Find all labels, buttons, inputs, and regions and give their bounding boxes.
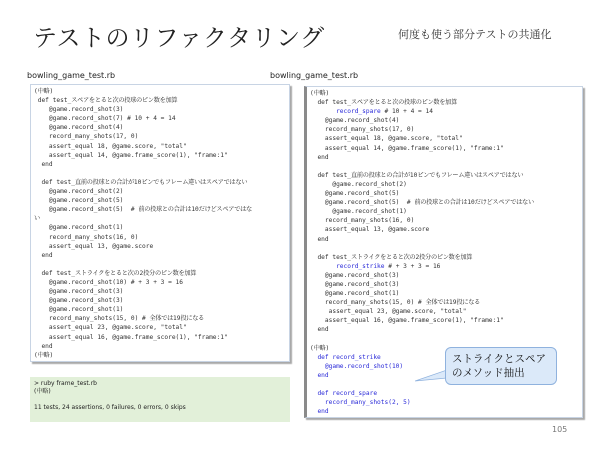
console-line: (中略) <box>34 388 51 395</box>
code-line: @game.record_shot(4) <box>34 124 124 132</box>
code-line: (中略) <box>34 351 54 359</box>
code-line: assert_equal 14, @game.frame_score(1), "frame:1" <box>310 144 504 152</box>
code-line: end <box>310 153 329 161</box>
code-line: end <box>34 160 53 168</box>
code-line: @game.record_shot(7) # 10 + 4 = 14 <box>34 115 176 123</box>
code-line: @game.record_shot(5) <box>310 190 400 198</box>
code-line: @game.record_shot(5) # 前の投球との合計は10だけどスペアではない <box>310 199 534 207</box>
code-line: @game.record_shot(1) <box>310 290 400 298</box>
code-line: assert_equal 18, @game.score, "total" <box>310 135 463 143</box>
code-line: @game.record_shot(1) <box>34 306 124 314</box>
code-line: assert_equal 14, @game.frame_score(1), "frame:1" <box>34 151 228 159</box>
code-line: @game.record_shot(3) <box>310 271 400 279</box>
callout-bubble <box>445 347 557 385</box>
code-line: assert_equal 16, @game.frame_score(1), "frame:1" <box>310 317 504 325</box>
code-line: record_many_shots(2, 5) <box>310 399 411 407</box>
code-line: def record_spare <box>310 390 378 398</box>
code-line: record_many_shots(16, 0) <box>34 233 139 241</box>
code-line: @game.record_shot(3) <box>34 288 124 296</box>
code-line: @game.record_shot(4) <box>310 117 400 125</box>
left-code-box <box>30 84 290 362</box>
code-line <box>310 244 579 253</box>
code-line: record_spare # 10 + 4 = 14 <box>310 108 433 116</box>
slide-title: テストのリファクタリング <box>33 24 325 52</box>
code-line: def test_直前の投球との合計が10ピンでもフレーム違いはスペアではない <box>310 171 524 179</box>
code-line: @game.record_shot(2) <box>34 188 124 196</box>
code-line: assert_equal 23, @game.score, "total" <box>34 324 187 332</box>
code-line: assert_equal 16, @game.frame_score(1), "frame:1" <box>34 333 228 341</box>
code-line: @game.record_shot(1) <box>310 208 407 216</box>
code-line <box>310 335 579 344</box>
code-line: end <box>310 408 329 416</box>
callout-line-1: ストライクとスペア <box>452 353 546 365</box>
code-line: record_many_shots(15, 0) # 全体では19投になる <box>34 315 205 323</box>
callout-tail-icon <box>415 368 447 382</box>
slide-subtitle: 何度も使う部分テストの共通化 <box>398 28 552 41</box>
left-filename: bowling_game_test.rb <box>27 71 116 80</box>
code-line: record_many_shots(17, 0) <box>310 126 415 134</box>
code-line: record_many_shots(15, 0) # 全体では19投になる <box>310 299 481 307</box>
code-line: @game.record_shot(3) <box>34 106 124 114</box>
console-output <box>30 377 290 422</box>
code-line: assert_equal 18, @game.score, "total" <box>34 142 187 150</box>
code-line: @game.record_shot(5) # 前の投球との合計は10だけどスペアではな <box>34 206 252 214</box>
code-line: def test_スペアをとると次の投球のピン数を加算 <box>34 97 178 105</box>
code-line: (中略) <box>310 344 330 352</box>
code-line: end <box>310 235 329 243</box>
code-line: assert_equal 23, @game.score, "total" <box>310 308 467 316</box>
code-line: (中略) <box>310 90 330 97</box>
code-line <box>34 169 286 178</box>
code-line: record_many_shots(17, 0) <box>34 133 139 141</box>
code-line: end <box>310 371 329 379</box>
code-line: end <box>310 326 329 334</box>
code-line: @game.record_shot(3) <box>310 280 400 288</box>
console-line: > ruby frame_test.rb <box>34 380 97 387</box>
console-line: 11 tests, 24 assertions, 0 failures, 0 errors, 0 skips <box>34 404 186 411</box>
code-line: def test_スペアをとると次の投球のピン数を加算 <box>310 99 457 107</box>
code-line: @game.record_shot(10) # + 3 + 3 = 16 <box>34 278 184 286</box>
code-line: def test_直前の投球との合計が10ピンでもフレーム違いはスペアではない <box>34 178 248 186</box>
code-line: end <box>34 342 53 350</box>
page-number: 105 <box>552 425 568 434</box>
code-line: @game.record_shot(10) <box>310 362 404 370</box>
code-line: い <box>34 215 40 223</box>
code-line: @game.record_shot(1) <box>34 224 124 232</box>
code-line <box>34 260 286 269</box>
code-line: def test_ストライクをとると次の2投分のピン数を加算 <box>34 269 197 277</box>
code-line: assert_equal 13, @game.score <box>310 226 430 234</box>
code-line: end <box>34 251 53 259</box>
code-line: def record_strike <box>310 353 381 361</box>
code-line: @game.record_shot(5) <box>34 197 124 205</box>
code-line: assert_equal 13, @game.score <box>34 242 154 250</box>
callout-line-2: のメソッド抽出 <box>452 367 525 379</box>
code-line: def test_ストライクをとると次の2投分のピン数を加算 <box>310 253 473 261</box>
right-filename: bowling_game_test.rb <box>270 71 359 80</box>
console-line <box>34 396 286 404</box>
code-line: record_strike # + 3 + 3 = 16 <box>310 262 441 270</box>
code-line: @game.record_shot(3) <box>34 297 124 305</box>
code-line <box>310 162 579 171</box>
code-line: @game.record_shot(2) <box>310 180 407 188</box>
code-line: (中略) <box>34 88 54 95</box>
code-line: record_many_shots(16, 0) <box>310 217 415 225</box>
